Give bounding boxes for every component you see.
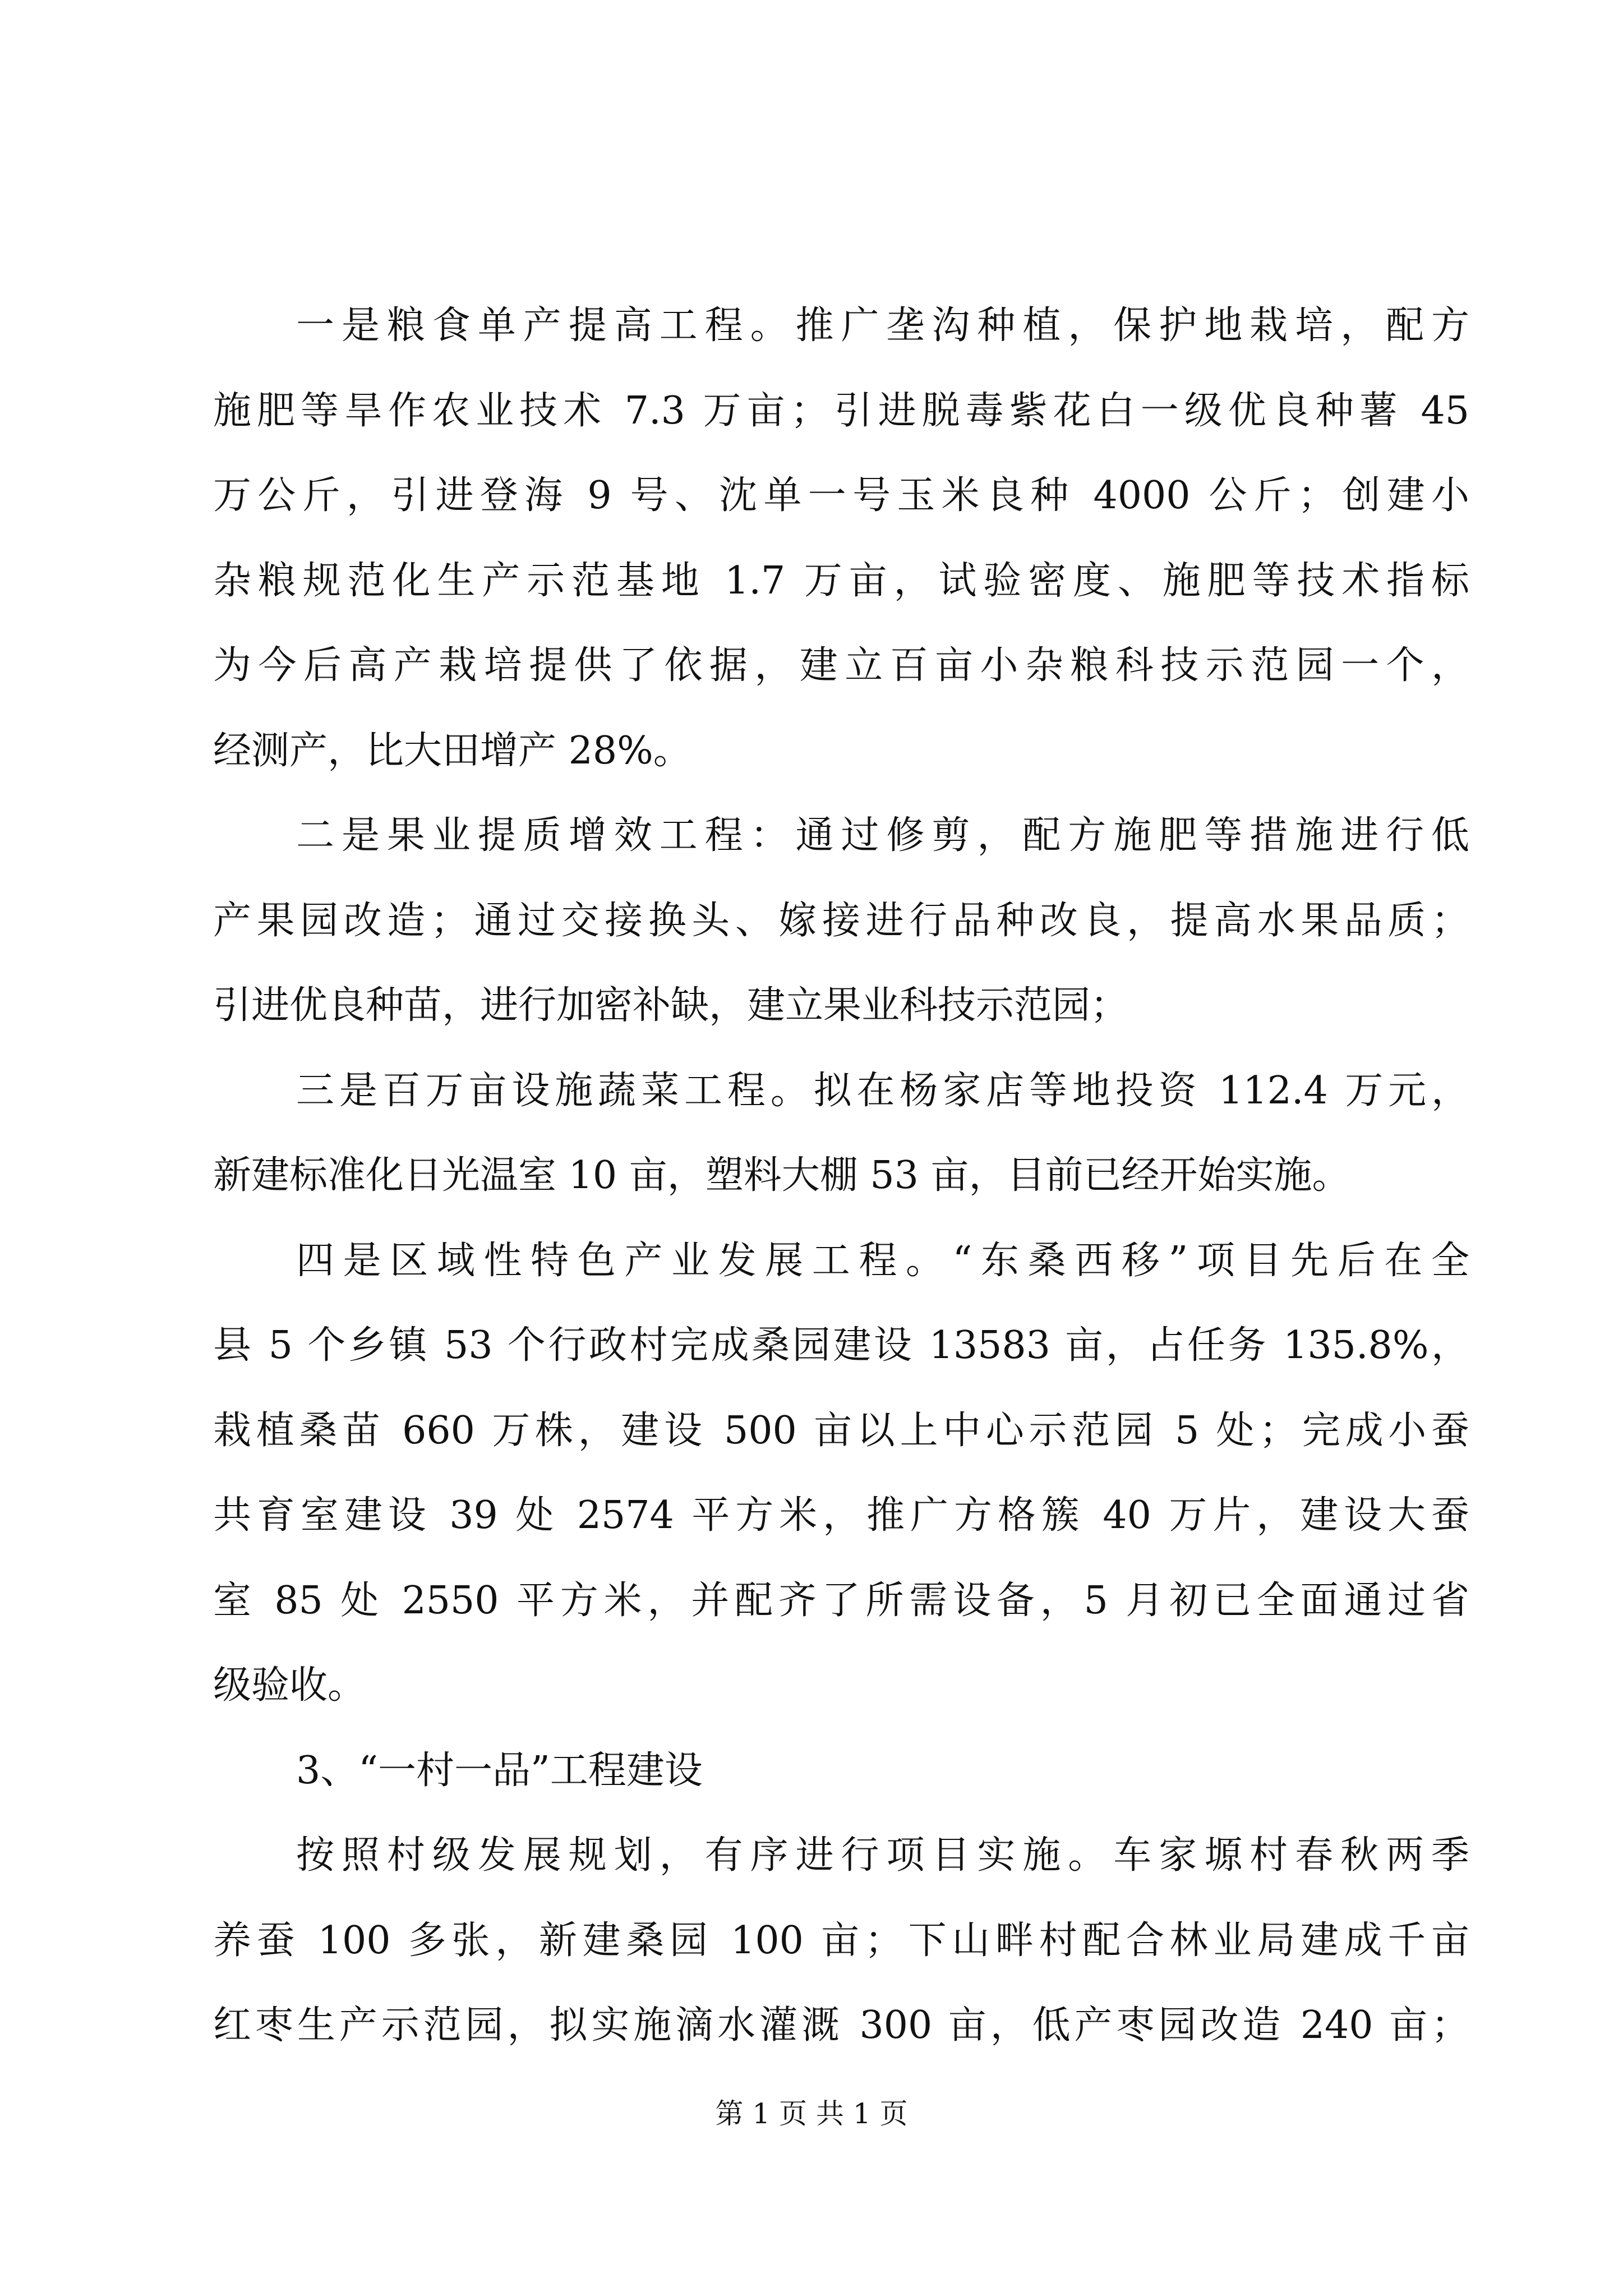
paragraph-line: 产果园改造；通过交接换头、嫁接进行品种改良，提高水果品质； [213,898,1469,943]
paragraph-line: 为今后高产栽培提供了依据，建立百亩小杂粮科技示范园一个， [213,643,1469,688]
paragraph-line: 县 5 个乡镇 53 个行政村完成桑园建设 13583 亩，占任务 135.8%， [213,1323,1469,1368]
paragraph-line: 按照村级发展规划，有序进行项目实施。车家塬村春秋两季 [296,1833,1469,1878]
paragraph-line: 共育室建设 39 处 2574 平方米，推广方格簇 40 万片，建设大蚕 [213,1493,1469,1538]
paragraph-line: 引进优良种苗，进行加密补缺，建立果业科技示范园； [213,983,1129,1028]
paragraph-line: 红枣生产示范园，拟实施滴水灌溉 300 亩，低产枣园改造 240 亩； [213,2003,1469,2047]
page-footer [0,2097,1623,2131]
paragraph-line: 3、“一村一品”工程建设 [296,1748,703,1793]
paragraph [213,283,1469,793]
paragraph-line: 杂粮规范化生产示范基地 1.7 万亩，试验密度、施肥等技术指标 [213,558,1469,603]
paragraph [213,1048,1469,1218]
paragraph-line: 栽植桑苗 660 万株，建设 500 亩以上中心示范园 5 处；完成小蚕 [213,1408,1469,1453]
paragraph-line: 三是百万亩设施蔬菜工程。拟在杨家店等地投资 112.4 万元， [296,1068,1469,1113]
paragraph-line: 一是粮食单产提高工程。推广垄沟种植，保护地栽培，配方 [296,303,1469,348]
paragraph-line: 经测产，比大田增产 28%。 [213,728,691,773]
paragraph [213,1728,1469,1814]
paragraph-line: 级验收。 [213,1663,366,1708]
paragraph-line: 室 85 处 2550 平方米，并配齐了所需设备，5 月初已全面通过省 [213,1578,1469,1623]
paragraph [213,1813,1469,2068]
page-number-label: 第 1 页 共 1 页 [715,2097,908,2130]
paragraph-line: 新建标准化日光温室 10 亩，塑料大棚 53 亩，目前已经开始实施。 [213,1153,1350,1198]
paragraph-line: 二是果业提质增效工程：通过修剪，配方施肥等措施进行低 [296,813,1469,858]
paragraph-line: 万公斤，引进登海 9 号、沈单一号玉米良种 4000 公斤；创建小 [213,473,1469,518]
document-body [213,283,1469,2068]
paragraph-line: 养蚕 100 多张，新建桑园 100 亩；下山畔村配合林业局建成千亩 [213,1918,1469,1963]
paragraph [213,793,1469,1048]
paragraph [213,1218,1469,1728]
paragraph-line: 施肥等旱作农业技术 7.3 万亩；引进脱毒紫花白一级优良种薯 45 [213,388,1469,433]
paragraph-line: 四是区域性特色产业发展工程。“东桑西移”项目先后在全 [296,1238,1469,1283]
